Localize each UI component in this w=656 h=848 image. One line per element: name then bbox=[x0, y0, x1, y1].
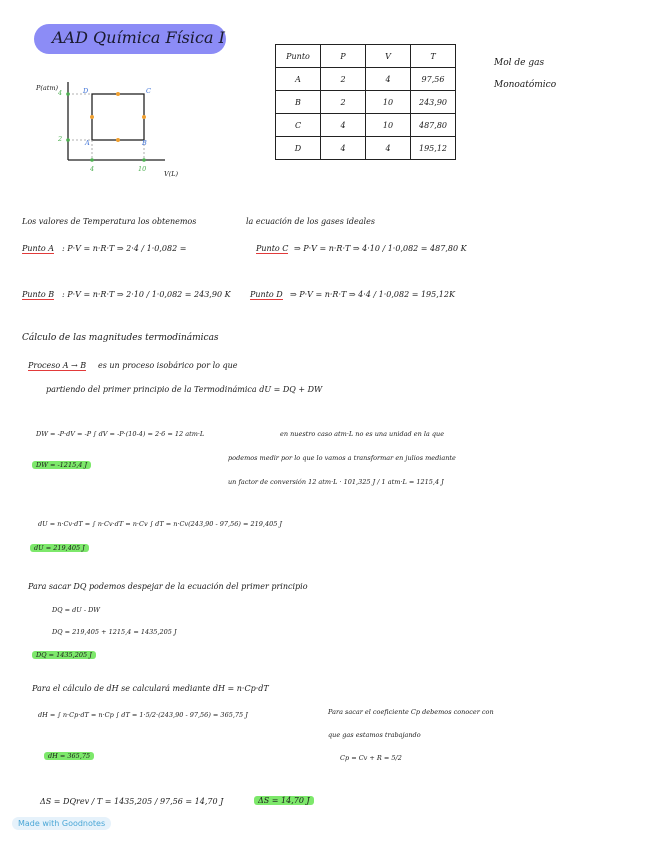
section-heading: Cálculo de las magnitudes termodinámicas bbox=[22, 333, 219, 343]
table-cell: 4 bbox=[366, 68, 411, 91]
heat-equation-1: DQ = dU - DW bbox=[52, 606, 100, 614]
point-a-calc: : P·V = n·R·T ⇒ 2·4 / 1·0,082 = bbox=[62, 244, 187, 253]
point-c-heading: Punto C bbox=[256, 244, 289, 253]
entropy-equation: ΔS = DQrev / T = 1435,205 / 97,56 = 14,70 J bbox=[40, 797, 224, 806]
table-row bbox=[276, 91, 456, 114]
point-b-heading: Punto B bbox=[22, 290, 55, 299]
internal-energy-result: dU = 219,405 J bbox=[30, 544, 89, 552]
process-heading: Proceso A → B bbox=[28, 361, 87, 370]
heat-intro: Para sacar DQ podemos despejar de la ecuación del primer principio bbox=[28, 582, 308, 591]
enthalpy-note-1: Para sacar el coeficiente Cp debemos conocer con bbox=[328, 708, 494, 716]
table-cell: 2 bbox=[321, 91, 366, 114]
heat-result: DQ = 1435,205 J bbox=[32, 651, 96, 659]
point-a-heading: Punto A bbox=[22, 244, 55, 253]
side-note-line1: Mol de gas bbox=[494, 58, 545, 68]
x-tick-4: 4 bbox=[90, 165, 95, 173]
intro-right: la ecuación de los gases ideales bbox=[246, 217, 375, 226]
table-cell: A bbox=[276, 68, 321, 91]
table-cell: 97,56 bbox=[411, 68, 456, 91]
point-b-calc: : P·V = n·R·T ⇒ 2·10 / 1·0,082 = 243,90 K bbox=[62, 290, 231, 299]
table-cell: 4 bbox=[366, 137, 411, 160]
work-note-1: en nuestro caso atm·L no es una unidad en la que bbox=[280, 430, 445, 438]
x-axis-label: V(L) bbox=[164, 170, 179, 178]
table-cell: 243,90 bbox=[411, 91, 456, 114]
table-header-row bbox=[276, 45, 456, 68]
point-b-label: B bbox=[142, 139, 147, 147]
goodnotes-watermark: Made with Goodnotes bbox=[12, 817, 111, 830]
table-cell: 487,80 bbox=[411, 114, 456, 137]
enthalpy-note-3: Cp = Cv + R = 5/2 bbox=[340, 754, 402, 762]
table-row bbox=[276, 68, 456, 91]
side-note-line2: Monoatómico bbox=[494, 80, 557, 90]
enthalpy-equation: dH = ∫ n·Cp·dT = n·Cp ∫ dT = 1·5/2·(243,90 - 97,56) = 365,75 J bbox=[38, 711, 248, 719]
table-header: T bbox=[411, 45, 456, 68]
work-result: DW = -1215,4 J bbox=[32, 461, 91, 469]
enthalpy-note-2: que gas estamos trabajando bbox=[328, 731, 421, 739]
process-description: es un proceso isobárico por lo que bbox=[98, 361, 238, 370]
table-cell: 195,12 bbox=[411, 137, 456, 160]
table-row bbox=[276, 114, 456, 137]
cycle-rectangle bbox=[92, 94, 144, 140]
point-c-label: C bbox=[146, 87, 151, 95]
table-cell: D bbox=[276, 137, 321, 160]
y-tick-2: 2 bbox=[58, 135, 63, 143]
table-cell: 2 bbox=[321, 68, 366, 91]
heat-equation-2: DQ = 219,405 + 1215,4 = 1435,205 J bbox=[52, 628, 177, 636]
page-title: AAD Química Física I bbox=[52, 28, 225, 47]
first-principle: partiendo del primer principio de la Termodinámica dU = DQ + DW bbox=[46, 385, 323, 394]
table-cell: 4 bbox=[321, 114, 366, 137]
work-note-3: un factor de conversión 12 atm·L · 101,325 J / 1 atm·L = 1215,4 J bbox=[228, 478, 444, 486]
table-cell: 10 bbox=[366, 91, 411, 114]
table-cell: C bbox=[276, 114, 321, 137]
y-tick-4: 4 bbox=[58, 89, 63, 97]
intro-left: Los valores de Temperatura los obtenemos bbox=[22, 217, 197, 226]
table-cell: 4 bbox=[321, 137, 366, 160]
point-a-label: A bbox=[85, 139, 90, 147]
x-tick-10: 10 bbox=[138, 165, 147, 173]
work-note-2: podemos medir por lo que lo vamos a transformar en julios mediante bbox=[228, 454, 456, 462]
table-cell: B bbox=[276, 91, 321, 114]
entropy-result: ΔS = 14,70 J bbox=[254, 796, 314, 805]
y-axis-label: P(atm) bbox=[36, 84, 59, 92]
point-d-heading: Punto D bbox=[250, 290, 283, 299]
table-cell: 10 bbox=[366, 114, 411, 137]
table-row bbox=[276, 137, 456, 160]
internal-energy-equation: dU = n·Cv·dT = ∫ n·Cv·dT = n·Cv ∫ dT = n·Cv(243,90 - 97,56) = 219,405 J bbox=[38, 520, 283, 528]
table-header: Punto bbox=[276, 45, 321, 68]
point-d-calc: ⇒ P·V = n·R·T ⇒ 4·4 / 1·0,082 = 195,12K bbox=[290, 290, 455, 299]
table-header: V bbox=[366, 45, 411, 68]
table-header: P bbox=[321, 45, 366, 68]
point-c-calc: ⇒ P·V = n·R·T ⇒ 4·10 / 1·0,082 = 487,80 K bbox=[294, 244, 467, 253]
point-d-label: D bbox=[83, 87, 89, 95]
enthalpy-result: dH = 365,75 bbox=[44, 752, 94, 760]
state-table bbox=[275, 44, 456, 160]
work-equation: DW = -P·dV = -P ∫ dV = -P·(10-4) = 2·6 = 12 atm·L bbox=[36, 430, 205, 438]
enthalpy-intro: Para el cálculo de dH se calculará mediante dH = n·Cp·dT bbox=[32, 684, 269, 693]
